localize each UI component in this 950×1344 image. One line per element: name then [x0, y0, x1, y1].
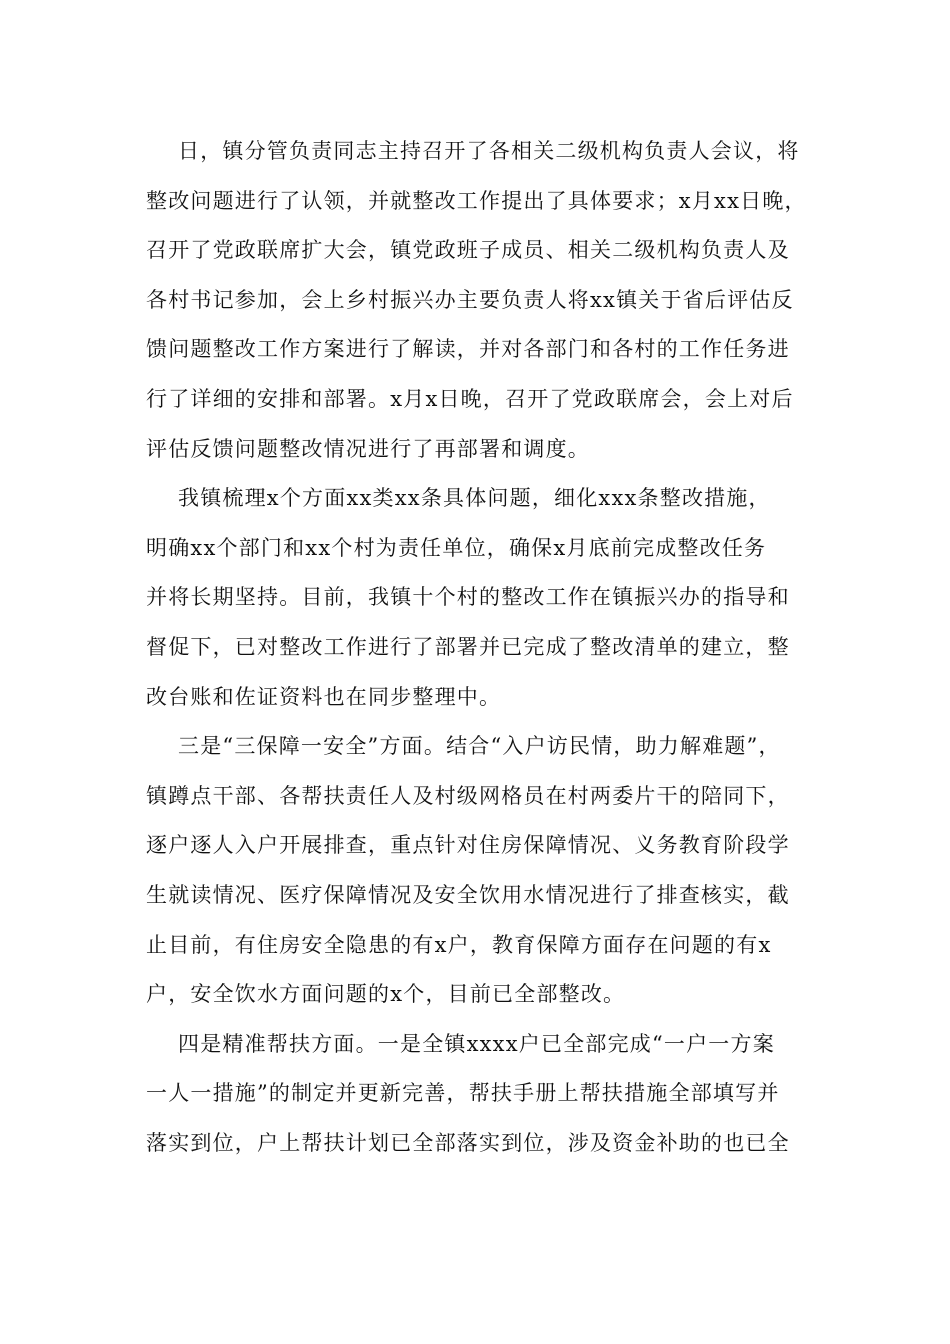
text-line: 明确xx个部门和xx个村为责任单位，确保x月底前完成整改任务	[146, 536, 767, 560]
text-line: 行了详细的安排和部署。x月x日晚，召开了党政联席会，会上对后	[146, 387, 794, 411]
text-line: 逐户逐人入户开展排查，重点针对住房保障情况、义务教育阶段学	[146, 833, 790, 857]
text-line: 生就读情况、医疗保障情况及安全饮用水情况进行了排查核实，截	[146, 883, 790, 907]
text-line: 并将长期坚持。目前，我镇十个村的整改工作在镇振兴办的指导和	[146, 585, 790, 609]
text-line: 改台账和佐证资料也在同步整理中。	[146, 685, 502, 709]
text-line: 落实到位，户上帮扶计划已全部落实到位，涉及资金补助的也已全	[146, 1131, 790, 1155]
text-line: 三是“三保障一安全”方面。结合“入户访民情，助力解难题”，	[178, 734, 781, 758]
text-line: 户，安全饮水方面问题的x个，目前已全部整改。	[146, 982, 626, 1006]
text-line: 评估反馈问题整改情况进行了再部署和调度。	[146, 437, 590, 461]
text-line: 止目前，有住房安全隐患的有x户，教育保障方面存在问题的有x	[146, 933, 772, 957]
text-line: 召开了党政联席扩大会，镇党政班子成员、相关二级机构负责人及	[146, 238, 790, 262]
text-line: 四是精准帮扶方面。一是全镇xxxx户已全部完成“一户一方案	[178, 1032, 775, 1056]
text-line: 日，镇分管负责同志主持召开了各相关二级机构负责人会议，将	[178, 139, 800, 163]
text-line: 督促下，已对整改工作进行了部署并已完成了整改清单的建立，整	[146, 635, 790, 659]
text-line: 我镇梳理x个方面xx类xx条具体问题，细化xxx条整改措施，	[178, 486, 771, 510]
text-line: 馈问题整改工作方案进行了解读，并对各部门和各村的工作任务进	[146, 337, 790, 361]
text-line: 整改问题进行了认领，并就整改工作提出了具体要求；x月xx日晚，	[146, 189, 807, 213]
text-line: 一人一措施”的制定并更新完善，帮扶手册上帮扶措施全部填写并	[146, 1081, 780, 1105]
text-line: 各村书记参加，会上乡村振兴办主要负责人将xx镇关于省后评估反	[146, 288, 794, 312]
text-line: 镇蹲点干部、各帮扶责任人及村级网格员在村两委片干的陪同下，	[146, 784, 790, 808]
